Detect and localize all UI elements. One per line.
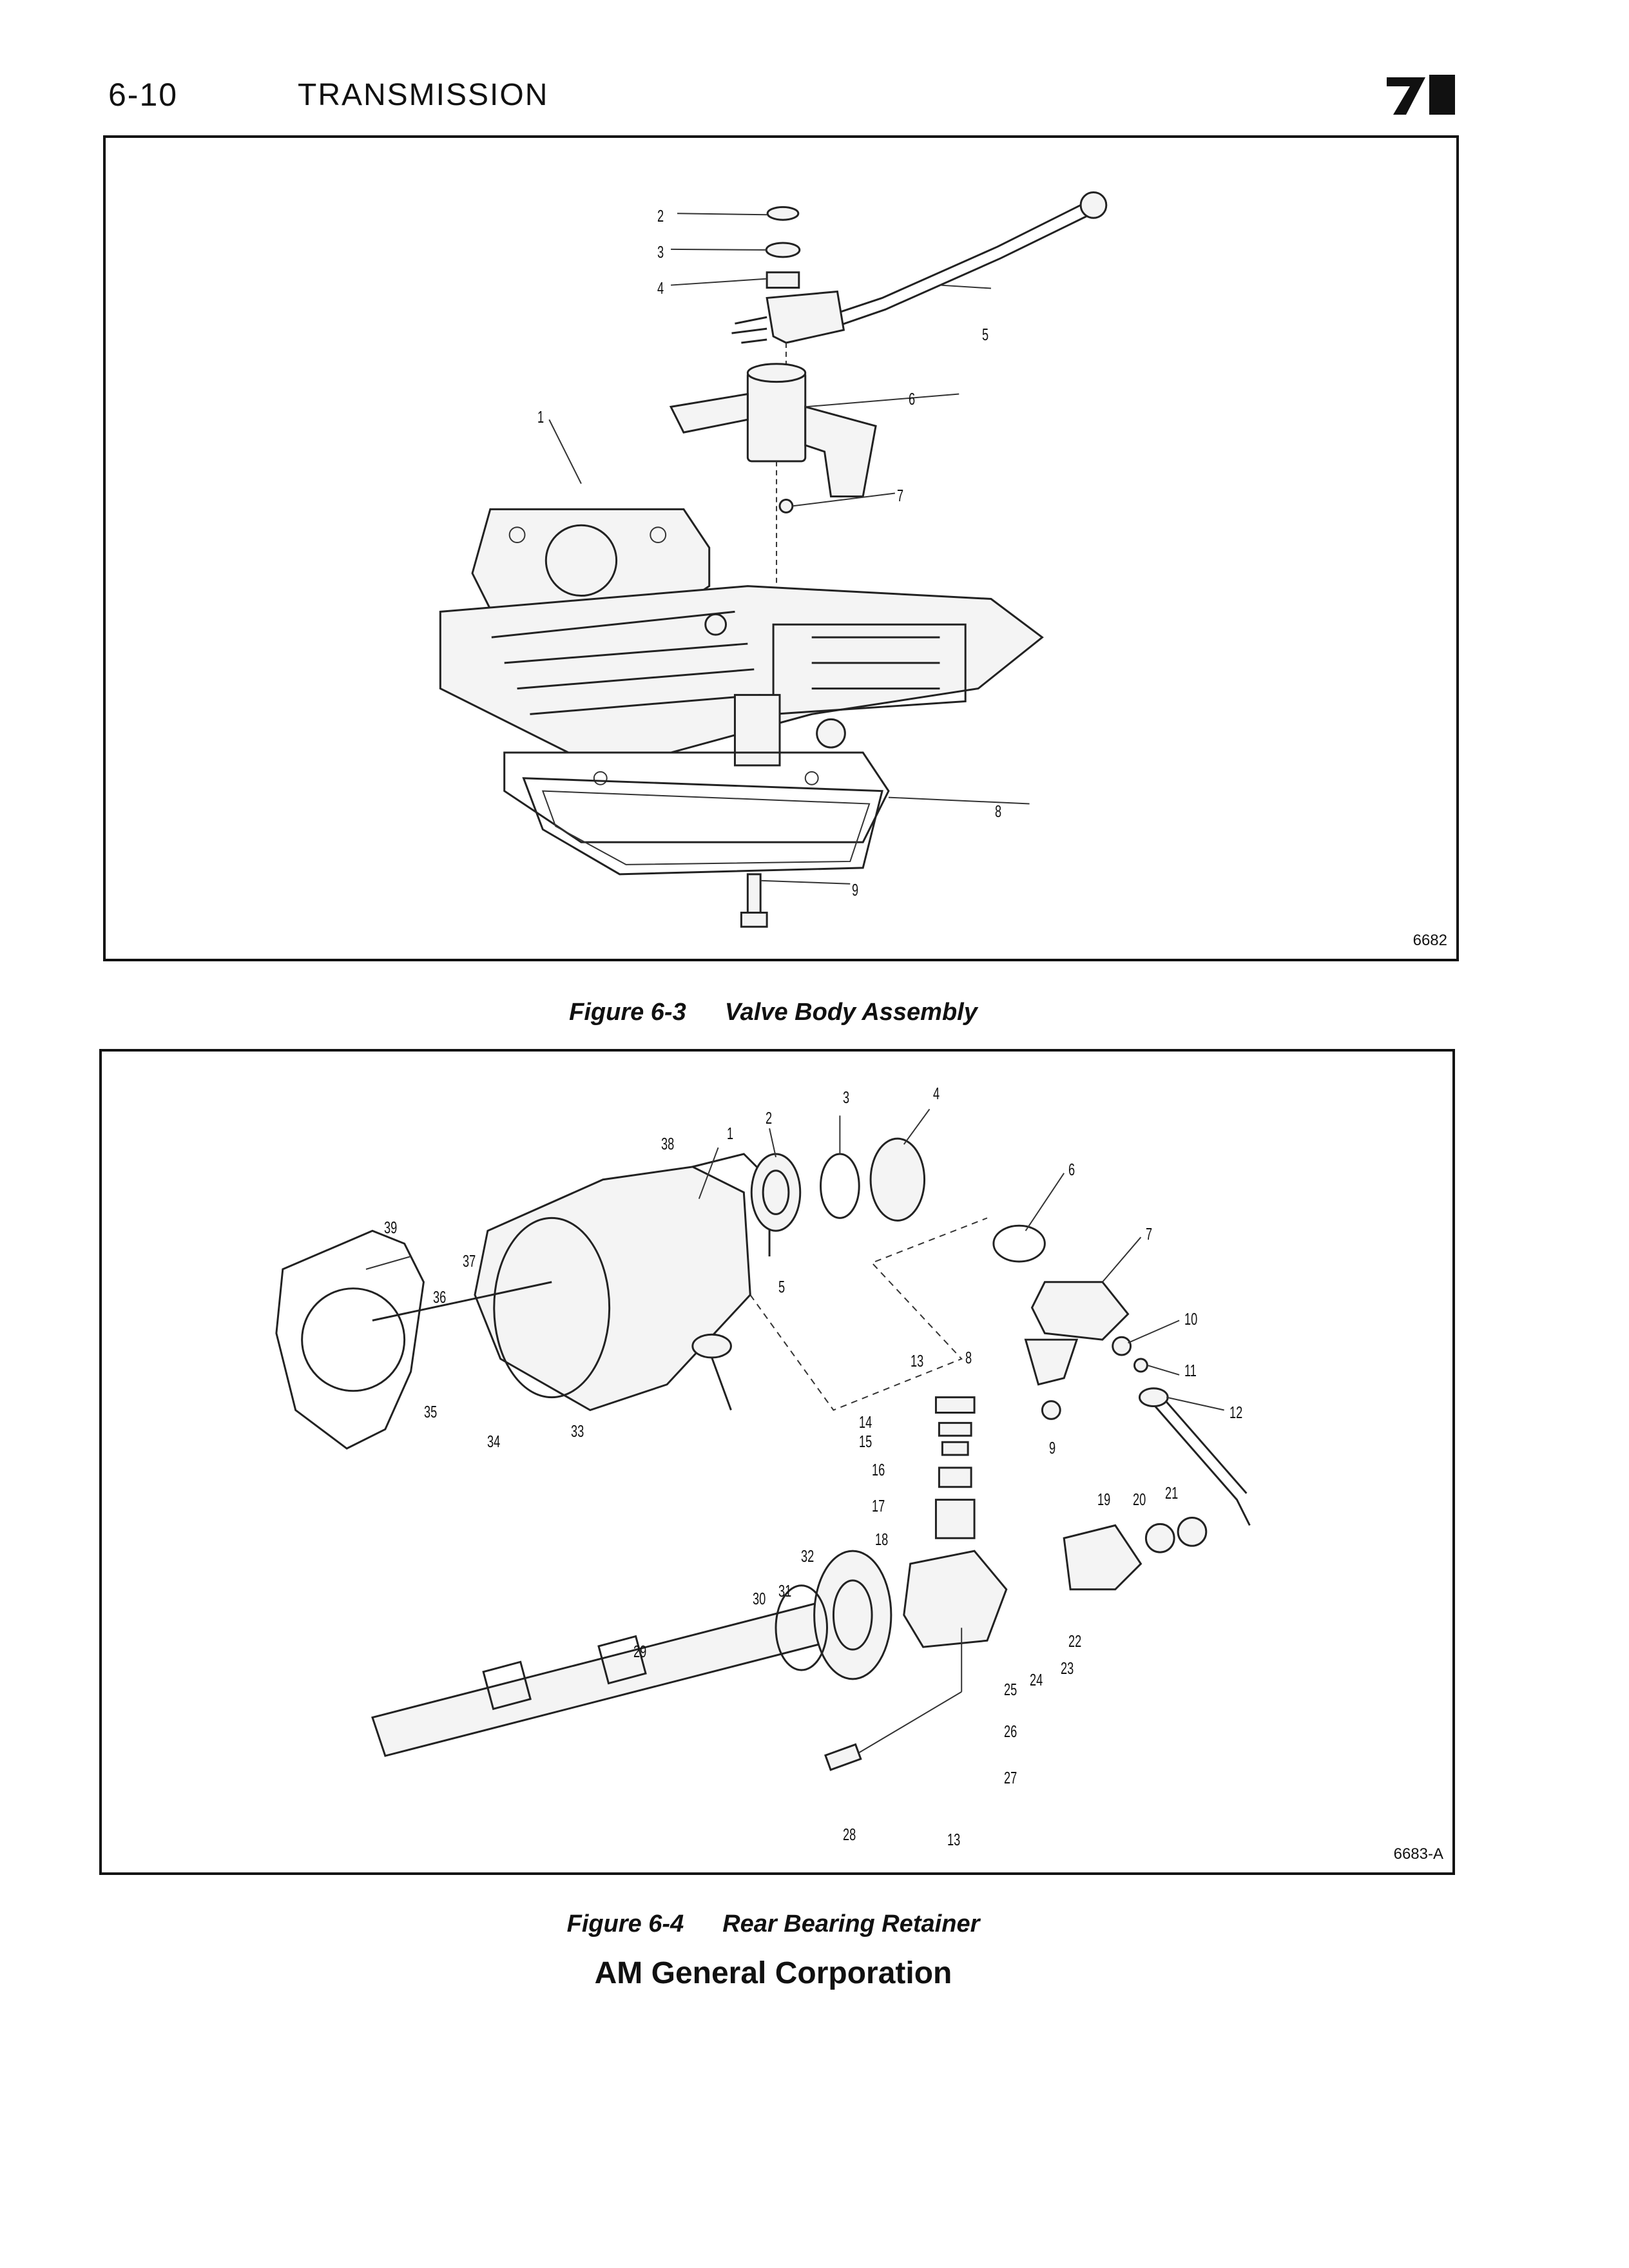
callout-12: 12 [1229, 1403, 1243, 1422]
caption-number: Figure 6-3 [569, 999, 686, 1026]
callout-35: 35 [424, 1402, 438, 1421]
callout-3: 3 [843, 1088, 850, 1107]
am-general-logo-icon [1387, 72, 1458, 117]
callout-31: 31 [778, 1581, 792, 1600]
callout-5: 5 [982, 325, 989, 344]
callout-34: 34 [487, 1432, 501, 1451]
callout-6: 6 [1068, 1160, 1075, 1179]
callout-19: 19 [1097, 1490, 1111, 1509]
callout-23: 23 [1061, 1658, 1074, 1678]
callout-2: 2 [766, 1108, 773, 1128]
callout-1: 1 [537, 407, 545, 427]
callout-17: 17 [872, 1496, 885, 1515]
callout-36: 36 [433, 1287, 447, 1307]
callout-7: 7 [1146, 1224, 1153, 1244]
callout-33: 33 [571, 1421, 584, 1441]
figure-id: 6682 [1412, 932, 1447, 949]
caption-title: Rear Bearing Retainer [722, 1910, 980, 1937]
callout-13b: 13 [947, 1830, 961, 1849]
callout-13: 13 [911, 1351, 924, 1370]
callout-26: 26 [1004, 1722, 1017, 1741]
publisher-footer: AM General Corporation [594, 1956, 952, 1990]
caption-number: Figure 6-4 [566, 1910, 684, 1937]
callout-4: 4 [933, 1084, 940, 1103]
callout-29: 29 [633, 1642, 647, 1661]
callout-1: 1 [727, 1124, 734, 1143]
figure-6-3-frame [103, 135, 1459, 961]
callout-25: 25 [1004, 1680, 1017, 1699]
callout-21: 21 [1165, 1483, 1179, 1503]
callout-24: 24 [1030, 1670, 1043, 1689]
callout-18: 18 [875, 1530, 889, 1549]
figure-6-4-caption [0, 1910, 1547, 1938]
page-number: 6-10 [108, 77, 178, 113]
callout-9: 9 [852, 880, 859, 899]
callout-8: 8 [965, 1348, 972, 1367]
caption-title: Valve Body Assembly [724, 999, 978, 1026]
callout-22: 22 [1068, 1631, 1082, 1651]
figure-6-3-caption [0, 999, 1547, 1026]
callout-5: 5 [778, 1277, 786, 1296]
callout-30: 30 [753, 1589, 766, 1608]
callout-39: 39 [384, 1218, 398, 1237]
figure-id: 6683-A [1393, 1845, 1443, 1863]
section-title: TRANSMISSION [298, 78, 549, 112]
callout-3: 3 [657, 242, 664, 262]
callout-4: 4 [657, 278, 664, 298]
callout-10: 10 [1184, 1309, 1198, 1329]
callout-27: 27 [1004, 1768, 1017, 1787]
callout-14: 14 [859, 1412, 872, 1432]
callout-11: 11 [1184, 1361, 1197, 1380]
callout-16: 16 [872, 1460, 885, 1479]
callout-6: 6 [909, 389, 916, 408]
callout-7: 7 [897, 486, 904, 505]
callout-8: 8 [995, 802, 1002, 821]
callout-2: 2 [657, 206, 664, 226]
valve-body-drawing [106, 138, 1456, 959]
callout-9: 9 [1049, 1438, 1056, 1457]
rear-bearing-retainer-drawing [102, 1052, 1452, 1872]
figure-6-4-frame [99, 1049, 1455, 1875]
callout-20: 20 [1133, 1490, 1146, 1509]
callout-37: 37 [463, 1251, 476, 1271]
callout-28: 28 [843, 1825, 856, 1844]
callout-38: 38 [661, 1134, 675, 1153]
callout-32: 32 [801, 1546, 815, 1566]
callout-15: 15 [859, 1432, 872, 1451]
